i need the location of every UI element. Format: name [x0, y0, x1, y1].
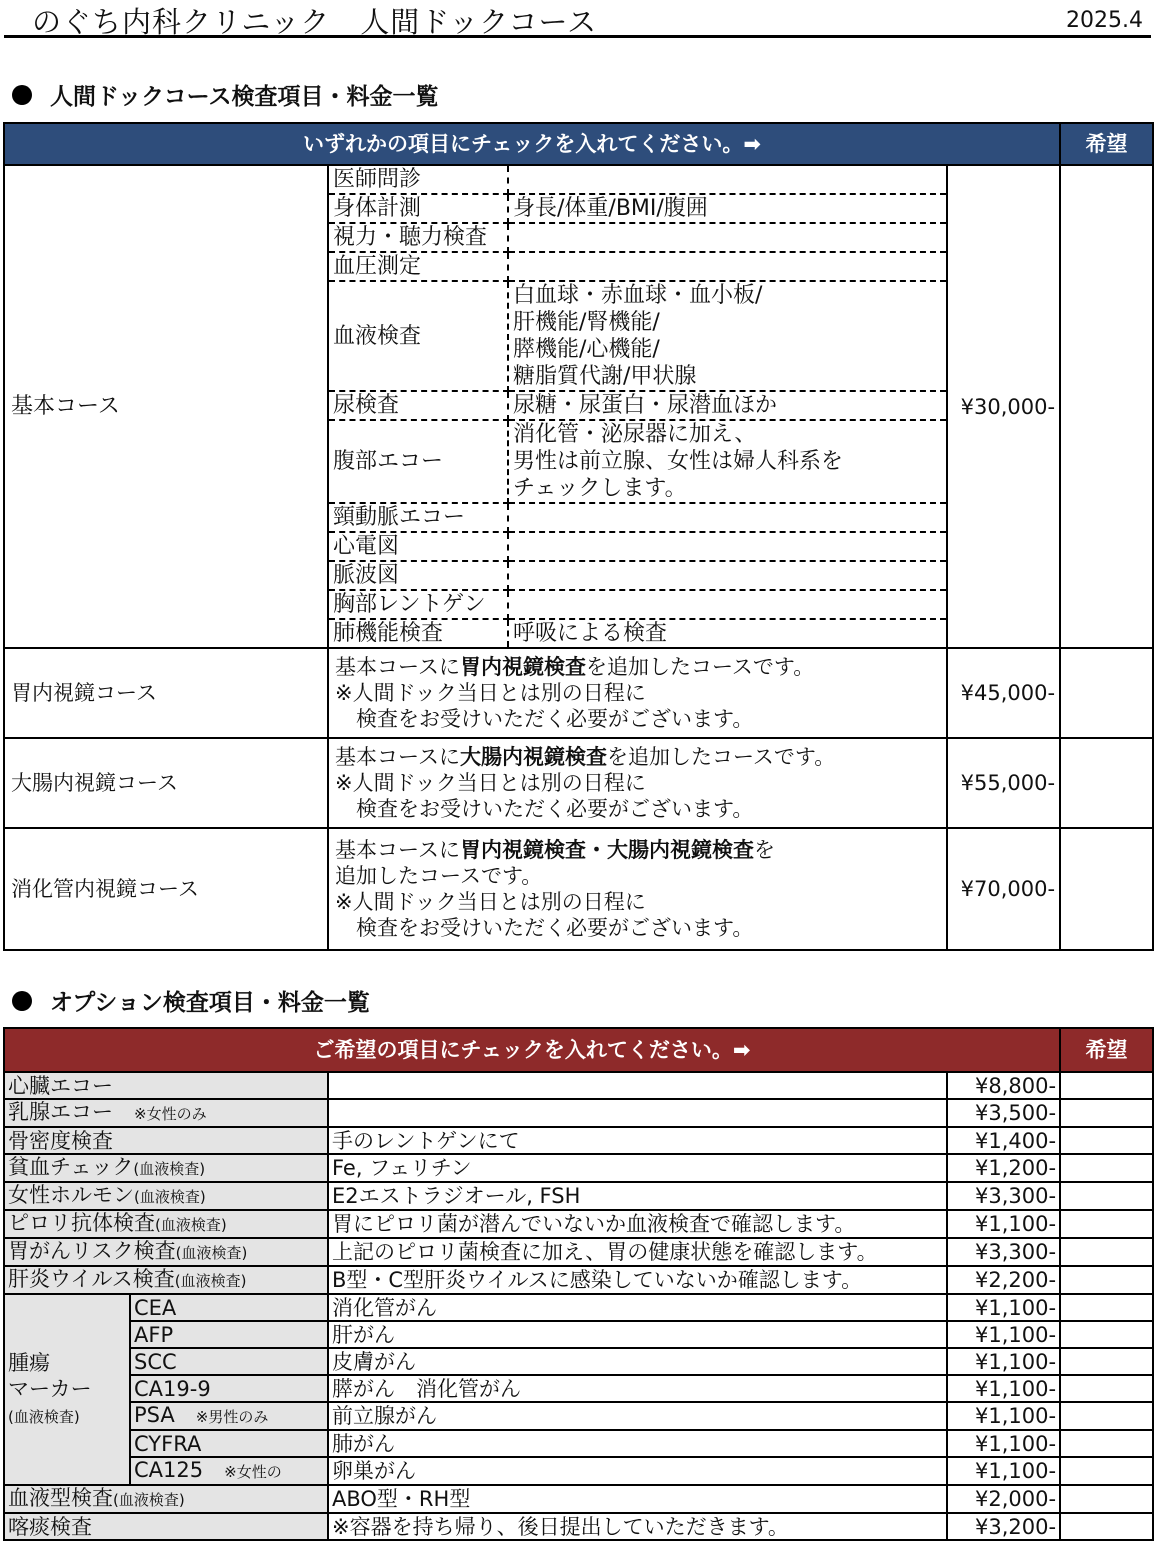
basic-item-row [329, 281, 946, 391]
option-label: 喀痰検査 [8, 1514, 92, 1539]
hope-checkbox[interactable] [1060, 1127, 1153, 1154]
basic-item-name: 尿検査 [329, 391, 508, 420]
tumor-marker-group [4, 1294, 130, 1485]
option-row [4, 1210, 1153, 1238]
basic-item-name: 身体計測 [329, 194, 508, 223]
basic-item-detail: 白血球・赤血球・血小板/ 肝機能/腎機能/ 膵機能/心機能/ 糖脂質代謝/甲状腺 [508, 281, 946, 391]
hope-checkbox[interactable] [1060, 1154, 1153, 1182]
basic-item-detail [508, 252, 946, 281]
tumor-marker-code [130, 1348, 328, 1375]
option-name [4, 1513, 328, 1540]
course-name-basic: 基本コース [4, 165, 328, 648]
option-name [4, 1099, 328, 1127]
section-heading-options: オプション検査項目・料金一覧 [12, 984, 370, 1017]
basic-item-detail [508, 503, 946, 532]
option-desc: 皮膚がん [328, 1348, 947, 1375]
hope-checkbox[interactable] [1060, 738, 1153, 828]
option-label: 女性ホルモン [8, 1183, 134, 1207]
option-name [4, 1072, 328, 1099]
page-title: のぐち内科クリニック 人間ドックコース [32, 5, 598, 39]
marker-code: CYFRA [134, 1431, 202, 1456]
option-price: ¥1,100- [947, 1457, 1060, 1485]
course-name: 大腸内視鏡コース [4, 738, 328, 828]
option-label: 血液型検査 [8, 1486, 113, 1510]
tumor-marker-code [130, 1321, 328, 1348]
marker-note: ※男性のみ [195, 1408, 269, 1426]
marker-code: CA19-9 [134, 1376, 211, 1401]
tumor-marker-code [130, 1430, 328, 1457]
option-price: ¥2,000- [947, 1485, 1060, 1513]
marker-code: SCC [134, 1349, 177, 1374]
option-name [4, 1182, 328, 1210]
tumor-label: 腫瘍 [8, 1350, 50, 1375]
marker-code: AFP [134, 1322, 174, 1347]
issue-date: 2025.4 [1066, 8, 1143, 33]
option-name [4, 1154, 328, 1182]
hope-checkbox[interactable] [1060, 1321, 1153, 1348]
option-row [4, 1266, 1153, 1294]
hope-checkbox[interactable] [1060, 1294, 1153, 1321]
hope-checkbox[interactable] [1060, 1238, 1153, 1266]
hope-checkbox[interactable] [1060, 1430, 1153, 1457]
option-label: 乳腺エコー [8, 1100, 134, 1124]
marker-code: CA125 [134, 1458, 225, 1482]
option-note: (血液検査) [113, 1491, 185, 1509]
header-rule [4, 35, 1151, 38]
basic-item-detail: 尿糖・尿蛋白・尿潜血ほか [508, 391, 946, 420]
section-heading-dock: 人間ドックコース検査項目・料金一覧 [12, 78, 438, 111]
course-name: 胃内視鏡コース [4, 648, 328, 738]
option-price: ¥1,100- [947, 1348, 1060, 1375]
basic-item-row [329, 503, 946, 532]
option-price: ¥3,500- [947, 1099, 1060, 1127]
basic-item-detail [508, 532, 946, 561]
tumor-marker-row [4, 1321, 1153, 1348]
basic-item-name: 肺機能検査 [329, 619, 508, 647]
hope-header: 希望 [1060, 123, 1153, 165]
basic-items [328, 165, 947, 648]
tumor-marker-row [4, 1348, 1153, 1375]
hope-checkbox[interactable] [1060, 1513, 1153, 1540]
tumor-marker-code [130, 1402, 328, 1430]
basic-item-row [329, 420, 946, 503]
option-name [4, 1266, 328, 1294]
option-desc: 胃にピロリ菌が潜んでいないか血液検査で確認します。 [328, 1210, 947, 1238]
basic-item-detail: 呼吸による検査 [513, 621, 668, 646]
option-price: ¥1,100- [947, 1321, 1060, 1348]
option-note: (血液検査) [155, 1216, 227, 1234]
hope-checkbox-basic[interactable] [1060, 165, 1153, 648]
option-desc: 消化管がん [328, 1294, 947, 1321]
course-row [4, 828, 1153, 950]
basic-item-name: 心電図 [329, 532, 508, 561]
basic-item-detail: 消化管・泌尿器に加え、 男性は前立腺、女性は婦人科系を チェックします。 [508, 420, 946, 503]
option-price: ¥1,100- [947, 1210, 1060, 1238]
option-label: 貧血チェック [8, 1155, 134, 1179]
option-price: ¥8,800- [947, 1072, 1060, 1099]
option-desc [328, 1099, 947, 1127]
marker-code: PSA [134, 1403, 196, 1427]
course-desc: 基本コースに大腸内視鏡検査を追加したコースです。 ※人間ドック当日とは別の日程に 検査をお受けいただく必要がございます。 [328, 738, 947, 828]
basic-item-name: 医師問診 [329, 166, 508, 194]
course-row [4, 648, 1153, 738]
option-desc: 肺がん [328, 1430, 947, 1457]
basic-item-name: 胸部レントゲン [329, 590, 508, 619]
tumor-label: マーカー [8, 1376, 92, 1401]
option-name [4, 1210, 328, 1238]
hope-header: 希望 [1060, 1028, 1153, 1072]
tumor-marker-row [4, 1375, 1153, 1402]
basic-item-name: 頸動脈エコー [329, 503, 508, 532]
option-desc: 膵がん 消化管がん [328, 1375, 947, 1402]
basic-item-name: 視力・聴力検査 [329, 223, 508, 252]
hope-checkbox[interactable] [1060, 1072, 1153, 1099]
basic-item-row [329, 532, 946, 561]
course-price: ¥70,000- [947, 828, 1060, 950]
marker-note: ※女性の [224, 1463, 282, 1481]
option-price: ¥1,100- [947, 1402, 1060, 1430]
instruction-header: いずれかの項目にチェックを入れてください。➡ [4, 123, 1060, 165]
option-row [4, 1127, 1153, 1154]
option-desc: E2エストラジオール, FSH [328, 1182, 947, 1210]
option-row [4, 1099, 1153, 1127]
option-price: ¥1,200- [947, 1154, 1060, 1182]
basic-item-row [329, 561, 946, 590]
course-name: 消化管内視鏡コース [4, 828, 328, 950]
option-price: ¥1,100- [947, 1430, 1060, 1457]
dock-course-table [3, 122, 1154, 951]
option-desc: 肝がん [328, 1321, 947, 1348]
option-note: (血液検査) [133, 1160, 206, 1178]
option-desc: Fe, フェリチン [328, 1154, 947, 1182]
option-price: ¥1,100- [947, 1375, 1060, 1402]
option-desc: 卵巣がん [328, 1457, 947, 1485]
basic-item-name: 血圧測定 [329, 252, 508, 281]
option-label: 肝炎ウイルス検査 [8, 1267, 175, 1291]
hope-checkbox[interactable] [1060, 1182, 1153, 1210]
option-name [4, 1127, 328, 1154]
option-desc [328, 1072, 947, 1099]
option-desc: ABO型・RH型 [328, 1485, 947, 1513]
tumor-marker-row [4, 1457, 1153, 1485]
option-row [4, 1154, 1153, 1182]
option-note: ※女性のみ [134, 1105, 207, 1123]
tumor-label-note: (血液検査) [8, 1407, 80, 1426]
course-price: ¥55,000- [947, 738, 1060, 828]
option-label: ピロリ抗体検査 [8, 1211, 155, 1235]
option-price: ¥1,400- [947, 1127, 1060, 1154]
tumor-marker-row [4, 1430, 1153, 1457]
price-basic: ¥30,000- [947, 165, 1060, 648]
option-price: ¥1,100- [947, 1294, 1060, 1321]
course-row [4, 738, 1153, 828]
bullet-icon [12, 85, 32, 105]
marker-code: CEA [134, 1295, 177, 1320]
option-price: ¥2,200- [947, 1266, 1060, 1294]
tumor-marker-row [4, 1402, 1153, 1430]
hope-checkbox[interactable] [1060, 648, 1153, 738]
option-row [4, 1238, 1153, 1266]
hope-checkbox[interactable] [1060, 1348, 1153, 1375]
option-price: ¥3,200- [947, 1513, 1060, 1540]
tumor-marker-row [4, 1294, 1153, 1321]
option-note: (血液検査) [134, 1188, 206, 1206]
instruction-header: ご希望の項目にチェックを入れてください。➡ [4, 1028, 1060, 1072]
option-desc: 前立腺がん [328, 1402, 947, 1430]
basic-item-row [329, 391, 946, 420]
option-note: (血液検査) [174, 1272, 247, 1290]
basic-item-name: 血液検査 [329, 281, 508, 391]
hope-checkbox[interactable] [1060, 1457, 1153, 1485]
option-label: 心臓エコー [8, 1073, 113, 1098]
tumor-marker-code [130, 1294, 328, 1321]
basic-item-row [329, 194, 946, 223]
option-label: 骨密度検査 [8, 1128, 113, 1153]
option-price: ¥3,300- [947, 1182, 1060, 1210]
option-desc: 手のレントゲンにて [328, 1127, 947, 1154]
course-price: ¥45,000- [947, 648, 1060, 738]
option-label: 胃がんリスク検査 [8, 1239, 176, 1263]
basic-item-row [329, 252, 946, 281]
hope-checkbox[interactable] [1060, 1099, 1153, 1127]
hope-checkbox[interactable] [1060, 1266, 1153, 1294]
basic-item-detail [508, 223, 946, 252]
hope-checkbox[interactable] [1060, 1402, 1153, 1430]
basic-item-name: 腹部エコー [329, 420, 508, 503]
course-desc: 基本コースに胃内視鏡検査を追加したコースです。 ※人間ドック当日とは別の日程に 検査をお受けいただく必要がございます。 [328, 648, 947, 738]
option-note: (血液検査) [175, 1244, 248, 1262]
basic-item-detail: 身長/体重/BMI/腹囲 [508, 194, 946, 223]
option-row [4, 1485, 1153, 1513]
option-table [3, 1027, 1154, 1541]
option-desc: ※容器を持ち帰り、後日提出していただきます。 [328, 1513, 947, 1540]
hope-checkbox[interactable] [1060, 1485, 1153, 1513]
course-desc: 基本コースに胃内視鏡検査・大腸内視鏡検査を 追加したコースです。 ※人間ドック当日とは別の日程に 検査をお受けいただく必要がございます。 [328, 828, 947, 950]
option-row [4, 1072, 1153, 1099]
bullet-icon [12, 991, 32, 1011]
basic-item-row [329, 619, 946, 647]
basic-item-row [329, 590, 946, 619]
basic-item-detail [508, 561, 946, 590]
tumor-marker-code [130, 1457, 328, 1485]
basic-item-row [329, 223, 946, 252]
option-row [4, 1513, 1153, 1540]
option-name [4, 1485, 328, 1513]
basic-item-name: 脈波図 [329, 561, 508, 590]
basic-item-detail [508, 590, 946, 619]
tumor-marker-code [130, 1375, 328, 1402]
option-name [4, 1238, 328, 1266]
hope-checkbox[interactable] [1060, 1375, 1153, 1402]
option-desc: 上記のピロリ菌検査に加え、胃の健康状態を確認します。 [328, 1238, 947, 1266]
option-price: ¥3,300- [947, 1238, 1060, 1266]
option-desc: B型・C型肝炎ウイルスに感染していないか確認します。 [328, 1266, 947, 1294]
basic-item-row [329, 166, 946, 194]
hope-checkbox[interactable] [1060, 828, 1153, 950]
basic-item-detail [508, 166, 946, 194]
hope-checkbox[interactable] [1060, 1210, 1153, 1238]
option-row [4, 1182, 1153, 1210]
